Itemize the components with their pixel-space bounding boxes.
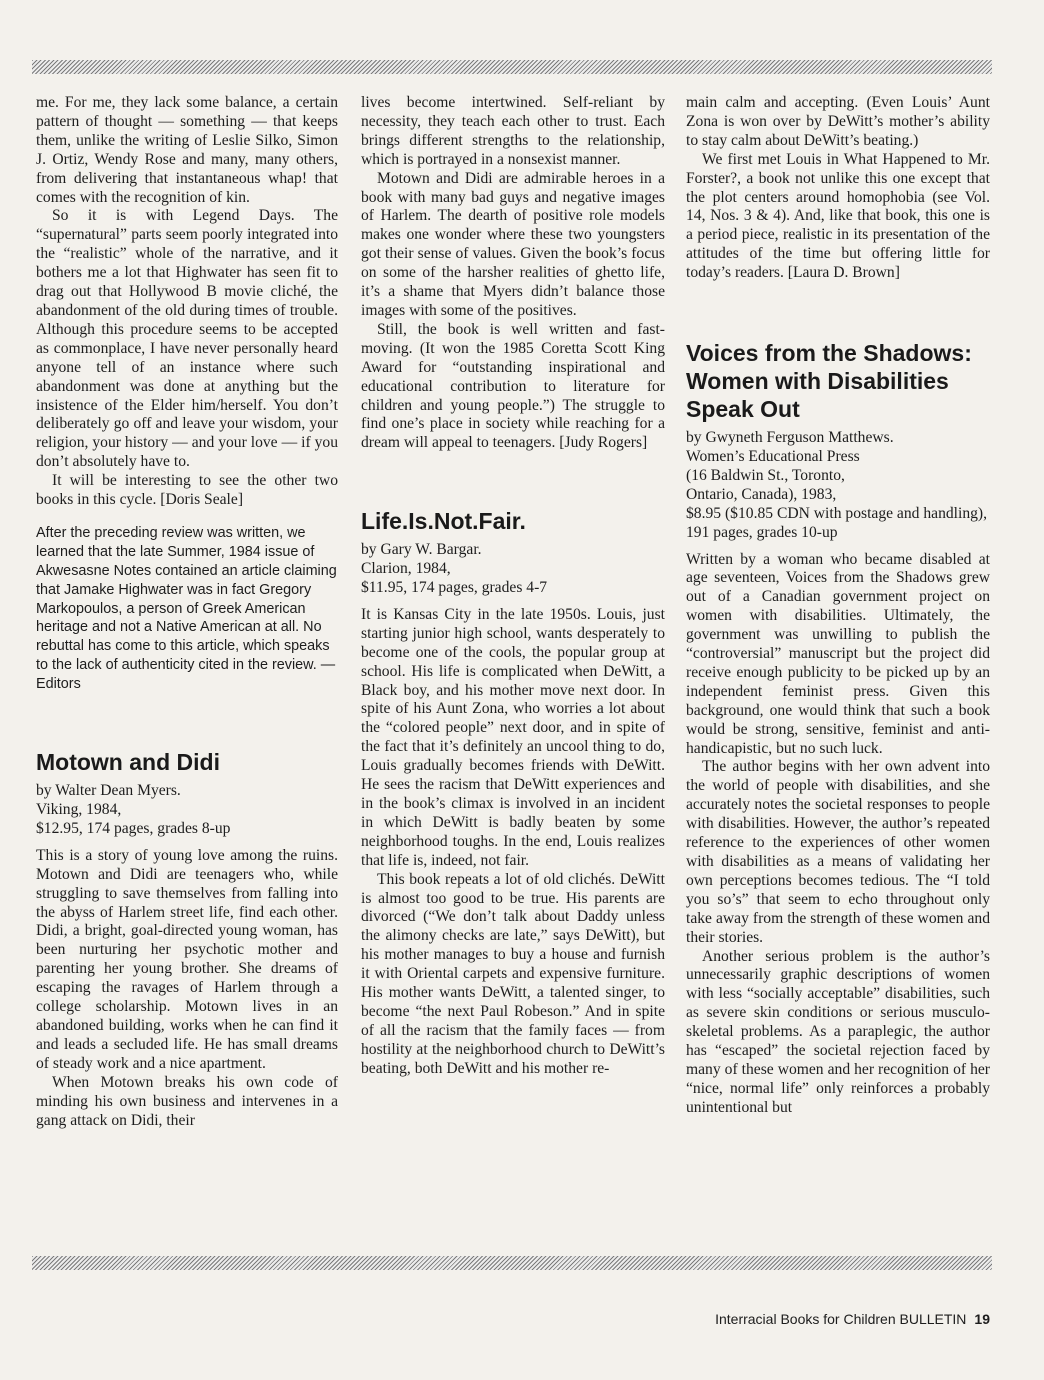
review-title-voices-from-the-shadows: Voices from the Shadows: Women with Disabilities Speak Out [686, 340, 972, 423]
book-publisher: Women’s Educational Press [686, 447, 860, 465]
book-price: $8.95 ($10.85 CDN with postage and handling), 191 pages, grades 10-up [686, 504, 988, 541]
editors-note-text: After the preceding review was written, we learned that the late Summer, 1984 issue of Akwesasne Notes contained an article claiming that Jamake Highwater was in fact Gregory Markopoulos, a person of Greek American heritage and not a Native American at all. No rebuttal has come to this article, which speaks to the lack of authenticity cited in the review. —Editors [36, 524, 337, 693]
paragraph: This book repeats a lot of old clichés. DeWitt is almost too good to be true. His parents are divorced (“We don’t talk about Daddy unless the alimony checks are late,” says DeWitt), but his mother manages to buy a house and furnish it with Oriental carpets and expensive furniture. His mother wants DeWitt, a talented singer, to become “the next Paul Robeson.” And in spite of all the racism that the family faces — from hostility at the neighborhood church to DeWitt’s beating, both DeWitt and his mother re- [361, 870, 665, 1077]
book-publisher: Clarion, 1984, [361, 560, 451, 578]
paragraph: It is Kansas City in the late 1950s. Louis, just starting junior high school, wants desperately to become one of the cools, the popular group at school. His life is complicated when DeWitt, a Black boy, and his mother move next door. In spite of his Aunt Zona, who worries a lot about the “colored people” next door, and in spite of the fact that it’s definitely an uncool thing to do, Louis gradually becomes friends with DeWitt. He sees the racism that DeWitt experiences and in the book’s climax is involved in an incident in which DeWitt is badly beaten by some neighborhood toughs. In the end, Louis realizes that life is, indeed, not fair. [361, 605, 665, 869]
review-title-life-is-not-fair: Life.Is.Not.Fair. [361, 508, 526, 535]
paragraph: We first met Louis in What Happened to Mr. Forster?, a book not unlike this one except that the plot centers around homophobia (see Vol. 14, Nos. 3 & 4). And, like that book, this one is a period piece, realistic in its presentation of the attitudes of the time but offering little for today’s readers. [Laura D. Brown] [686, 150, 990, 282]
paragraph: Motown and Didi are admirable heroes in a book with many bad guys and negative images of Harlem. The dearth of positive role models makes one wonder where these two youngsters got their sense of values. Given the book’s focus on some of the harsher realities of ghetto life, it’s a shame that Myers didn’t balance those images with some of the positives. [361, 169, 665, 319]
book-publisher: Viking, 1984, [36, 801, 122, 818]
book-author: by Gwyneth Ferguson Matthews. [686, 429, 894, 447]
book-meta [36, 782, 338, 839]
paragraph: main calm and accepting. (Even Louis’ Aunt Zona is won over by DeWitt’s mother’s ability to stay calm about DeWitt’s beating.) [686, 94, 990, 149]
book-author: by Gary W. Bargar. [361, 541, 482, 559]
paragraph: Another serious problem is the author’s unnecessarily graphic descriptions of women with less “socially acceptable” disabilities, such as severe skin conditions or serious musculo-skeletal problems. As a paraplegic, the author has “escaped” the societal rejection faced by many of these women and her recognition of her “nice, normal life” only reinforces a probably unintentional but [686, 947, 990, 1116]
editors-note [36, 524, 338, 694]
top-decorative-rule [32, 60, 992, 74]
paragraph: It will be interesting to see the other two books in this cycle. [Doris Seale] [36, 472, 338, 509]
book-publisher-address: (16 Baldwin St., Toronto, [686, 466, 845, 484]
column-2 [361, 94, 665, 1079]
page-number: 19 [974, 1311, 990, 1327]
book-meta [686, 429, 990, 542]
column-3 [686, 94, 990, 1118]
paragraph: When Motown breaks his own code of minding his own business and intervenes in a gang attack on Didi, their [36, 1073, 338, 1129]
paragraph: The author begins with her own advent into the world of people with disabilities, and she accurately notes the societal responses to people with disabilities. However, the author’s repeated reference to the experiences of other women with disabilities as a means of validating her own perceptions becomes tedious. The “I told you so’s” that seem to echo throughout only take away from the strength of these women and their stories. [686, 758, 990, 946]
book-price: $12.95, 174 pages, grades 8-up [36, 819, 231, 837]
paragraph: This is a story of young love among the ruins. Motown and Didi are teenagers who, while struggling to save themselves from falling into the abyss of Harlem street life, find each other. Didi, a bright, goal-directed young woman, has been nurturing her psychotic mother and parenting her young brother. She dreams of escaping the ravages of Harlem through a college scholarship. Motown lives in an abandoned building, works when he can find it and leads a secluded life. He has small dreams of steady work and a nice apartment. [36, 846, 338, 1072]
page-footer [700, 1311, 990, 1327]
bottom-decorative-rule [32, 1256, 992, 1270]
book-publisher-location: Ontario, Canada), 1983, [686, 485, 837, 503]
book-meta [361, 541, 665, 598]
paragraph: me. For me, they lack some balance, a certain pattern of thought — something — that keeps them, unlike the writing of Leslie Silko, Simon J. Ortiz, Wendy Rose and many, many others, from delivering that instantaneous whap! that comes with the recognition of kin. [36, 94, 338, 206]
paragraph: lives become intertwined. Self-reliant by necessity, they teach each other to trust. Each brings different strengths to the relationship, which is portrayed in a nonsexist manner. [361, 94, 665, 168]
column-1 [36, 94, 338, 1130]
book-price: $11.95, 174 pages, grades 4-7 [361, 579, 548, 597]
publication-name: Interracial Books for Children BULLETIN [715, 1311, 967, 1327]
paragraph: Still, the book is well written and fast-moving. (It won the 1985 Coretta Scott King Award for “outstanding inspirational and educational contribution to literature for children and young people.”) The struggle to find one’s place in society while reaching for a dream will appeal to teenagers. [Judy Rogers] [361, 320, 665, 452]
review-title-motown-and-didi: Motown and Didi [36, 749, 220, 776]
book-author: by Walter Dean Myers. [36, 782, 181, 800]
paragraph: So it is with Legend Days. The “supernatural” parts seem poorly integrated into the “realistic” whole of the narrative, and it bothers me a lot that Highwater has seen fit to drag out that Hollywood B movie cliché, the abandonment of the old during times of trouble. Although this procedure seems to be accepted as commonplace, I have never personally heard anyone tell of an instance where such abandonment was done at anything but the insistence of the Elder him/herself. You don’t deliberately go off and leave your wisdom, your religion, your history — and your love — if you don’t absolutely have to. [36, 207, 338, 471]
paragraph: Written by a woman who became disabled at age seventeen, Voices from the Shadows grew out of a Canadian government project on women with disabilities. Ultimately, the government was unwilling to publish the “controversial” manuscript but the project did receive enough publicity to be picked up by an independent feminist press. Given this background, one would think that such a book would be strong, sensitive, feminist and anti-handicapistic, but no such luck. [686, 550, 990, 757]
